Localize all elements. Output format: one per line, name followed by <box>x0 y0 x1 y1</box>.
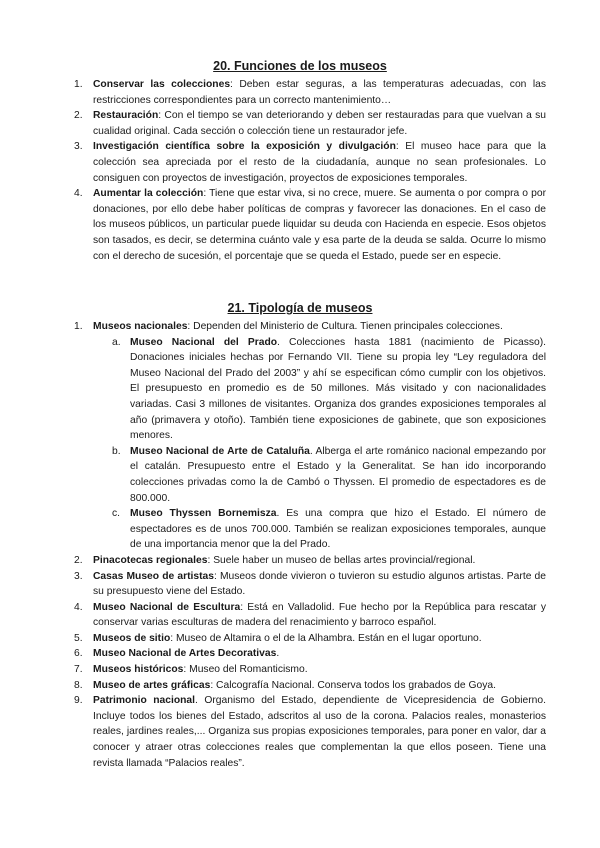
subitem-term: Museo Thyssen Bornemisza <box>130 508 277 520</box>
item-number: 6. <box>74 648 83 660</box>
section-21-title: 21. Tipología de museos <box>227 301 373 315</box>
item-number: 7. <box>74 664 83 676</box>
typology-list <box>0 319 600 771</box>
item-term: Museo Nacional de Escultura <box>93 601 241 613</box>
subitem-text: . Alberga el arte románico nacional empezando por el catalán. Presupuesto entre el Estado y la Generalitat. Se han ido incorporando colecciones privadas como la de Cambó o Thyssen. El promedio de espectadores es de 800.000. <box>130 445 546 504</box>
item-number: 2. <box>74 554 83 566</box>
subitem-term: Museo Nacional de Arte de Cataluña <box>130 445 310 457</box>
national-museums-sublist <box>93 335 546 553</box>
item-text: . <box>276 648 280 660</box>
item-term: Pinacotecas regionales <box>93 554 208 566</box>
list-item <box>0 553 600 569</box>
list-item <box>0 77 600 108</box>
list-item <box>0 662 600 678</box>
sublist-item <box>93 506 546 553</box>
item-number: 8. <box>74 679 83 691</box>
list-item <box>0 108 600 139</box>
item-term: Investigación científica sobre la exposición y divulgación <box>93 141 396 153</box>
item-text: : Dependen del Ministerio de Cultura. Tienen principales colecciones. <box>187 321 503 332</box>
list-item <box>0 600 600 631</box>
item-term: Museo Nacional de Artes Decorativas <box>93 648 277 660</box>
item-number: 3. <box>74 141 83 153</box>
subitem-text: . Es una compra que hizo el Estado. El número de espectadores es de unos 700.000. También se realizan exposiciones temporales, aunque de una importancia menor que la del Prado. <box>130 508 546 551</box>
item-text: : Museo de Altamira o el de la Alhambra. Están en el lugar oportuno. <box>170 632 482 644</box>
item-text: : Con el tiempo se van deteriorando y deben ser restauradas para que vuelvan a su cualidad original. Cada sección o colección tiene un restaurador jefe. <box>93 110 546 137</box>
item-text: : Está en Valladolid. Fue hecho por la República para rescatar y conservar varias esculturas de madera del renacimiento y barroco español. <box>93 601 546 629</box>
section-20-title: 20. Funciones de los museos <box>213 59 387 73</box>
item-term: Museos nacionales <box>93 321 188 332</box>
item-term: Aumentar la colección <box>93 188 204 200</box>
item-text: : Suele haber un museo de bellas artes provincial/regional. <box>207 554 476 566</box>
list-item <box>0 139 600 186</box>
item-number: 4. <box>74 601 83 613</box>
list-item <box>0 646 600 662</box>
item-number: 1. <box>74 321 83 332</box>
item-text: : El museo hace para que la colección sea apreciada por el resto de la ciudadanía, aunque no sean profesionales. Lo consiguen con proyectos de investigación, proyectos de exposiciones temporales. <box>93 141 546 184</box>
item-number: 9. <box>74 695 83 707</box>
list-item <box>0 319 600 553</box>
functions-list <box>0 77 600 264</box>
item-number: 4. <box>74 188 83 200</box>
sublist-item <box>93 335 546 444</box>
subitem-term: Museo Nacional del Prado <box>130 336 278 348</box>
item-text: : Museo del Romanticismo. <box>183 664 308 676</box>
subitem-letter: c. <box>112 508 121 520</box>
item-term: Restauración <box>93 110 159 122</box>
subitem-letter: b. <box>112 445 121 457</box>
item-text: : Museos donde vivieron o tuvieron su estudio algunos artistas. Parte de su presupuesto viene del Estado. <box>93 570 547 598</box>
list-item <box>0 678 600 694</box>
item-term: Conservar las colecciones <box>93 79 231 90</box>
subitem-letter: a. <box>112 336 121 348</box>
item-text: : Calcografía Nacional. Conserva todos los grabados de Goya. <box>210 679 496 691</box>
item-text: : Tiene que estar viva, si no crece, muere. Se aumenta o por compra o por donaciones, por ello debe haber políticas de compras y favorecer las donaciones. En el caso de los museos públicos, un particular puede liquidar su deuda con Hacienda en especie. Esos objetos son tasados, es decir, se determina cuánto vale y esa parte de la deuda se salda. Ocurre lo mismo con el derecho de sucesión, el porcentaje que se queda el Estado, puede ser en especie. <box>93 188 546 262</box>
item-number: 2. <box>74 110 83 122</box>
list-item <box>0 186 600 264</box>
item-text: : Deben estar seguras, a las temperaturas adecuadas, con las restricciones correspondientes para un correcto mantenimiento… <box>93 79 546 106</box>
sublist-item <box>93 444 546 506</box>
item-number: 3. <box>74 570 83 582</box>
item-number: 5. <box>74 632 83 644</box>
item-number: 1. <box>74 79 83 90</box>
item-term: Museos de sitio <box>93 632 171 644</box>
list-item <box>0 631 600 647</box>
item-text: . Organismo del Estado, dependiente de Vicepresidencia de Gobierno. Incluye todos los bienes del Estado, adscritos al uso de la corona. Palacios reales, monasterios reales, jardines reales,... Organiza sus propias exposiciones temporales, para poner en valor, dar a conocer y atraer otras colecciones reales que complementan la que ellos poseen. Tiene una revista llamada “Palacios reales”. <box>93 695 546 769</box>
item-term: Museo de artes gráficas <box>93 679 211 691</box>
item-term: Museos históricos <box>93 664 184 676</box>
list-item <box>0 569 600 600</box>
subitem-text: . Colecciones hasta 1881 (nacimiento de Picasso). Donaciones iniciales hechas por Fernando VII. Tiene su propia ley “Ley reguladora del Museo Nacional del Prado del 2003” y ahí se especifican cómo cumplir con los objetivos. El presupuesto en promedio es de 50 millones. Más visitado y con nacionalidades variadas. Casi 3 millones de visitantes. Organiza dos grandes exposiciones temporales al año (primavera y otoño). También tiene exposiciones de gabinete, que son exposiciones menores. <box>130 336 547 442</box>
list-item <box>0 693 600 771</box>
item-term: Patrimonio nacional <box>93 695 196 707</box>
item-term: Casas Museo de artistas <box>93 570 214 582</box>
